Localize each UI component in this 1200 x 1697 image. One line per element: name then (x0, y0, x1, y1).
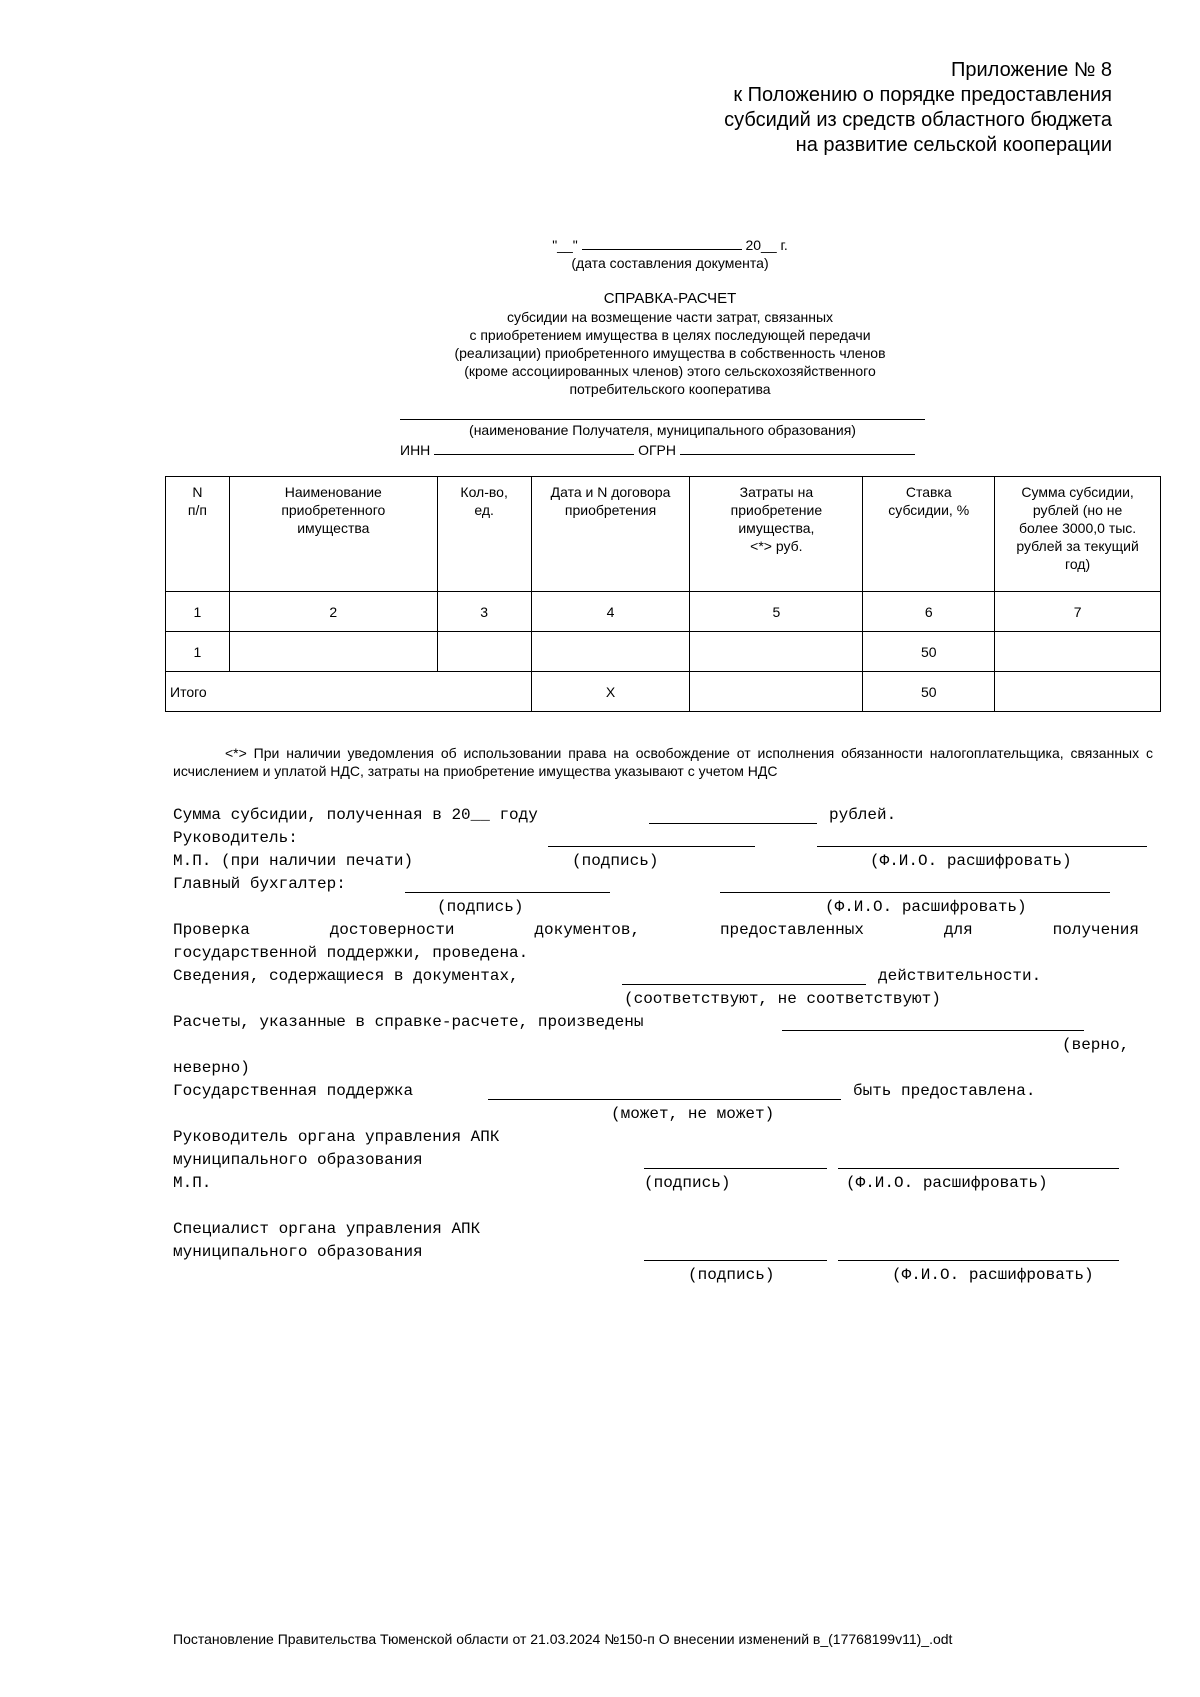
appendix-number: Приложение № 8 (951, 59, 1112, 81)
table-cell: 50 (863, 632, 995, 672)
title-line: (реализации) приобретенного имущества в собственность членов (454, 345, 886, 361)
table-header-row (166, 477, 1161, 592)
document-footer: Постановление Правительства Тюменской области от 21.03.2024 №150-п О внесении изменений в_(17768199v11)_.odt (173, 1631, 953, 1647)
table-column-numbers-row (166, 592, 1161, 632)
sum-prefix: Сумма субсидии, полученная в 20__ году (173, 806, 538, 824)
fio-caption: (Ф.И.О. расшифровать) (846, 1174, 1048, 1192)
stamp-label: М.П. (173, 1174, 212, 1192)
support-blank (488, 1099, 841, 1100)
date-month-blank (582, 235, 742, 250)
support-prefix: Государственная поддержка (173, 1082, 414, 1100)
specialist-signature-line (644, 1260, 827, 1261)
table-cell (229, 632, 437, 672)
head-label: Руководитель: (173, 829, 298, 847)
column-header: Ставка субсидии, % (863, 477, 995, 592)
total-rate: 50 (863, 672, 995, 712)
accountant-label: Главный бухгалтер: (173, 875, 346, 893)
check-word: документов, (534, 921, 641, 939)
column-header: Кол-во, ед. (437, 477, 531, 592)
fio-caption: (Ф.И.О. расшифровать) (870, 852, 1072, 870)
info-suffix: действительности. (878, 967, 1042, 985)
date-block (420, 235, 920, 272)
date-caption: (дата составления документа) (571, 255, 769, 271)
appendix-ref-line: к Положению о порядке предоставления (733, 84, 1112, 106)
subsidy-table (165, 476, 1161, 712)
specialist-label: Специалист органа управления АПК (173, 1220, 481, 1238)
check-word: для (943, 921, 973, 939)
title-line: (кроме ассоциированных членов) этого сельскохозяйственного (464, 363, 876, 379)
apk-head-fio-line (838, 1168, 1119, 1169)
table-cell: 1 (166, 632, 230, 672)
title-line: потребительского кооператива (569, 381, 771, 397)
column-number: 3 (437, 592, 531, 632)
column-header: Дата и N договора приобретения (531, 477, 690, 592)
ogrn-label: ОГРН (638, 442, 676, 458)
apk-head-label-2: муниципального образования (173, 1151, 423, 1169)
title-line: субсидии на возмещение части затрат, связанных (506, 309, 834, 325)
fio-caption: (Ф.И.О. расшифровать) (825, 898, 1027, 916)
check-word: достоверности (329, 921, 455, 939)
signature-caption: (подпись) (437, 898, 524, 916)
calc-caption-cont: неверно) (173, 1059, 250, 1077)
sum-suffix: рублей. (829, 806, 897, 824)
fio-caption: (Ф.И.О. расшифровать) (892, 1266, 1094, 1284)
info-blank (622, 984, 866, 985)
check-line (173, 919, 1139, 942)
calc-prefix: Расчеты, указанные в справке-расчете, произведены (173, 1013, 644, 1031)
column-number: 1 (166, 592, 230, 632)
column-number: 5 (690, 592, 863, 632)
date-day: "__" (552, 237, 578, 253)
specialist-label-2: муниципального образования (173, 1243, 423, 1261)
title-main: СПРАВКА-РАСЧЕТ (603, 290, 737, 307)
table-cell (437, 632, 531, 672)
signature-caption: (подпись) (688, 1266, 775, 1284)
inn-blank (434, 440, 634, 455)
date-year: 20__ г. (745, 237, 788, 253)
ogrn-blank (680, 440, 915, 455)
info-caption: (соответствуют, не соответствуют) (624, 990, 941, 1008)
total-contract: X (531, 672, 690, 712)
table-cell (531, 632, 690, 672)
table-total-row (166, 672, 1161, 712)
column-number: 2 (229, 592, 437, 632)
recipient-caption: (наименование Получателя, муниципального образования) (469, 422, 856, 438)
accountant-fio-line (720, 892, 1110, 893)
check-word: Проверка (173, 921, 250, 939)
stamp-label: М.П. (при наличии печати) (173, 852, 414, 870)
check-word: получения (1052, 921, 1139, 939)
inn-ogrn-row (400, 440, 915, 459)
calc-blank (782, 1030, 1084, 1031)
check-line-2: государственной поддержки, проведена. (173, 944, 529, 962)
appendix-ref-line: на развитие сельской кооперации (795, 134, 1112, 156)
support-caption: (может, не может) (611, 1105, 775, 1123)
column-header: N п/п (166, 477, 230, 592)
calc-caption: (верно, (1062, 1036, 1130, 1054)
table-cell (995, 632, 1161, 672)
check-word: предоставленных (719, 921, 864, 939)
info-prefix: Сведения, содержащиеся в документах, (173, 967, 519, 985)
inn-label: ИНН (400, 442, 431, 458)
document-title (320, 290, 1020, 398)
head-fio-line (817, 846, 1147, 847)
signature-caption: (подпись) (572, 852, 659, 870)
apk-head-label: Руководитель органа управления АПК (173, 1128, 500, 1146)
column-number: 4 (531, 592, 690, 632)
title-line: с приобретением имущества в целях последующей передачи (469, 327, 871, 343)
total-label: Итого (166, 672, 532, 712)
appendix-header (412, 58, 1112, 158)
column-header: Наименование приобретенного имущества (229, 477, 437, 592)
recipient-name-line (400, 419, 925, 420)
signature-caption: (подпись) (644, 1174, 731, 1192)
column-header: Затраты на приобретение имущества, <*> руб. (690, 477, 863, 592)
column-number: 7 (995, 592, 1161, 632)
vat-footnote: <*> При наличии уведомления об использовании права на освобождение от исполнения обязанности налогоплательщика, связанных с исчислением и уплатой НДС, затраты на приобретение имущества указывают с учетом НДС (173, 745, 1153, 779)
column-number: 6 (863, 592, 995, 632)
total-subsidy (995, 672, 1161, 712)
accountant-signature-line (405, 892, 610, 893)
column-header: Сумма субсидии, рублей (но не более 3000,0 тыс. рублей за текущий год) (995, 477, 1161, 592)
total-costs (690, 672, 863, 712)
support-suffix: быть предоставлена. (853, 1082, 1036, 1100)
sum-blank (649, 823, 817, 824)
apk-head-signature-line (644, 1168, 827, 1169)
table-cell (690, 632, 863, 672)
appendix-ref-line: субсидий из средств областного бюджета (724, 109, 1112, 131)
specialist-fio-line (838, 1260, 1119, 1261)
table-row (166, 632, 1161, 672)
head-signature-line (548, 846, 755, 847)
